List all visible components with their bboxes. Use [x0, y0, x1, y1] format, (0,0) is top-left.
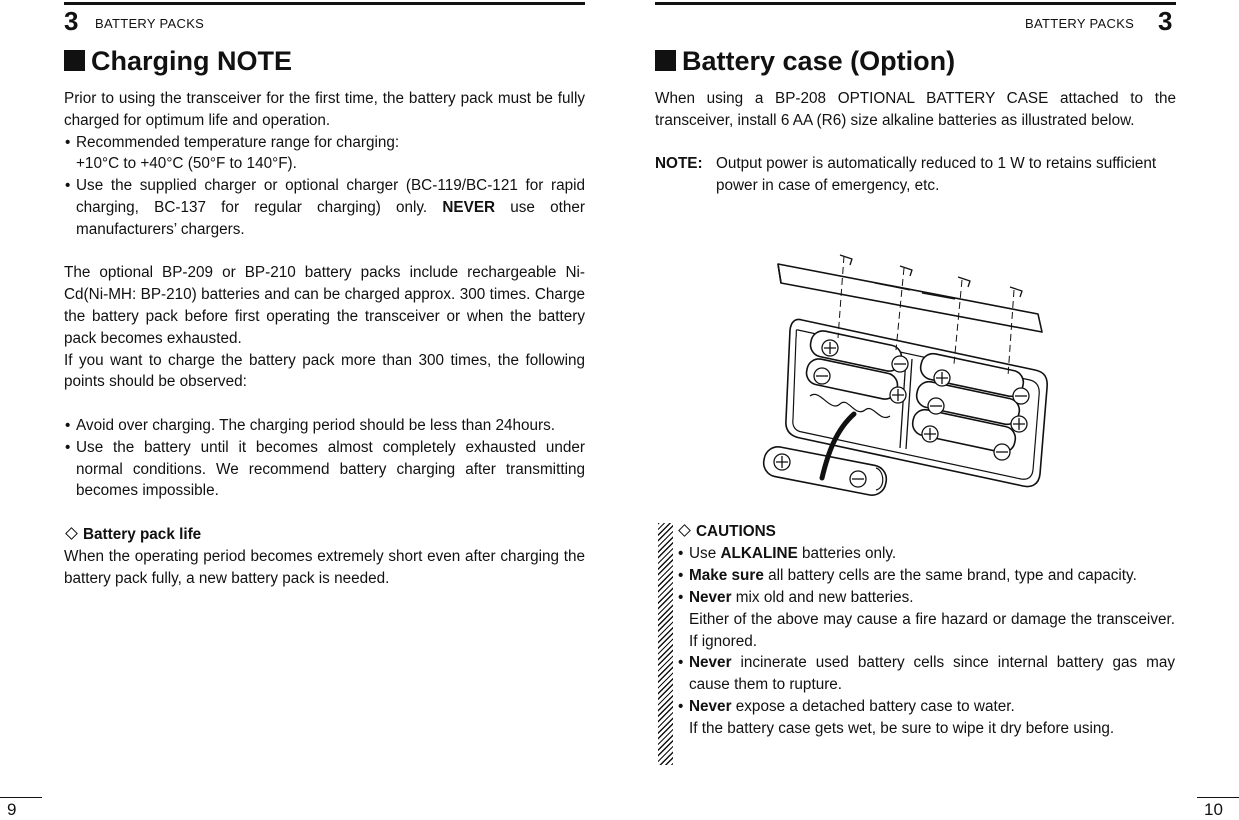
- list-item: [677, 543, 1175, 565]
- list-item: [64, 132, 585, 176]
- never-emphasis: NEVER: [442, 198, 496, 216]
- diamond-icon: [678, 524, 691, 537]
- list-item: [677, 652, 1175, 696]
- caution-continuation: If the battery case gets wet, be sure to wipe it dry before using.: [689, 720, 1115, 738]
- caution-emphasis: Never: [689, 588, 732, 606]
- cautions-list-2: [677, 652, 1175, 718]
- intro-paragraph: When using a BP-208 OPTIONAL BATTERY CASE attached to the transceiver, install 6 AA (R6) size alkaline batteries as illustrated below.: [655, 90, 1176, 129]
- caution-text: incinerate used battery cells since internal battery gas may cause them to rupture.: [689, 654, 1175, 694]
- chapter-title: BATTERY PACKS: [1025, 16, 1135, 31]
- list-item: • Avoid over charging. The charging period should be less than 24hours.: [64, 415, 585, 437]
- right-page: [620, 0, 1239, 818]
- chapter-title: BATTERY PACKS: [95, 16, 205, 31]
- battery-case-illustration: [740, 238, 1060, 500]
- list-item: • Use the battery until it becomes almost completely exhausted under normal conditions. We recommend battery charging after transmitting becomes impossible.: [64, 437, 585, 502]
- footer-rule: [0, 797, 42, 798]
- diamond-icon: [65, 527, 78, 540]
- caution-emphasis: Never: [689, 654, 732, 672]
- intro-paragraph: Prior to using the transceiver for the first time, the battery pack must be fully charged for optimum life and operation.: [64, 90, 585, 129]
- caution-hatch-bar: [658, 523, 673, 765]
- note-label: NOTE:: [655, 155, 703, 173]
- page-number: 10: [1204, 800, 1223, 819]
- list-item: [677, 696, 1175, 718]
- caution-text: Use: [689, 544, 721, 562]
- section-title: [64, 45, 292, 77]
- chapter-number: 3: [64, 6, 79, 36]
- caution-emphasis: Make sure: [689, 566, 764, 584]
- left-page: [0, 0, 620, 818]
- caution-emphasis: ALKALINE: [720, 544, 798, 562]
- caution-continuation: Either of the above may cause a fire hazard or damage the transceiver. If ignored.: [689, 610, 1175, 650]
- square-bullet-icon: [64, 50, 85, 71]
- header-rule: [655, 2, 1176, 5]
- cautions-heading: CAUTIONS: [696, 523, 776, 540]
- square-bullet-icon: [655, 50, 676, 71]
- paragraph: If you want to charge the battery pack more than 300 times, the following points should be observed:: [64, 351, 585, 391]
- note: [655, 153, 1176, 197]
- note-text: Output power is automatically reduced to 1 W to retains sufficient power in case of emergency, etc.: [716, 155, 1157, 195]
- subheading: [64, 524, 585, 546]
- cautions-box: [677, 521, 1175, 740]
- chapter-number: 3: [1158, 6, 1173, 36]
- charging-note-body: [64, 88, 585, 589]
- section-title-text: Charging NOTE: [91, 46, 292, 76]
- paragraph: The optional BP-209 or BP-210 battery packs include rechargeable Ni-Cd(Ni-MH: BP-210) batteries and can be charged approx. 300 times. Charge the battery pack before first operating the transceiver or when the battery pack becomes exhausted.: [64, 264, 585, 347]
- subheading: [677, 521, 1175, 543]
- usage-bullets: [64, 415, 585, 502]
- caution-text: batteries only.: [797, 544, 897, 562]
- bullet-text: Recommended temperature range for charging:: [76, 133, 400, 151]
- subheading-text: Battery pack life: [83, 525, 202, 543]
- paragraph: When the operating period becomes extremely short even after charging the battery pack fully, a new battery pack is needed.: [64, 547, 585, 587]
- list-item: [677, 587, 1175, 609]
- footer-rule: [1197, 797, 1239, 798]
- temperature-range: +10°C to +40°C (50°F to 140°F).: [76, 155, 297, 173]
- battery-case-body: [655, 88, 1176, 197]
- cautions-list: [677, 543, 1175, 609]
- list-item: [677, 565, 1175, 587]
- caution-emphasis: Never: [689, 698, 732, 716]
- section-title-text: Battery case (Option): [682, 46, 956, 76]
- header-rule: [64, 2, 585, 5]
- list-item: [64, 175, 585, 240]
- caution-text: all battery cells are the same brand, type and capacity.: [763, 566, 1137, 584]
- caution-text: expose a detached battery case to water.: [731, 698, 1015, 716]
- bullet-text: use other manufacturers’ chargers.: [76, 198, 585, 238]
- bullet-text: Use the supplied charger or optional charger (BC-119/BC-121 for rapid charging, BC-137 for regular charging) only.: [76, 177, 585, 216]
- caution-text: mix old and new batteries.: [731, 588, 914, 606]
- section-title: [655, 45, 955, 77]
- page-number: 9: [7, 800, 17, 819]
- charging-bullets: [64, 132, 585, 241]
